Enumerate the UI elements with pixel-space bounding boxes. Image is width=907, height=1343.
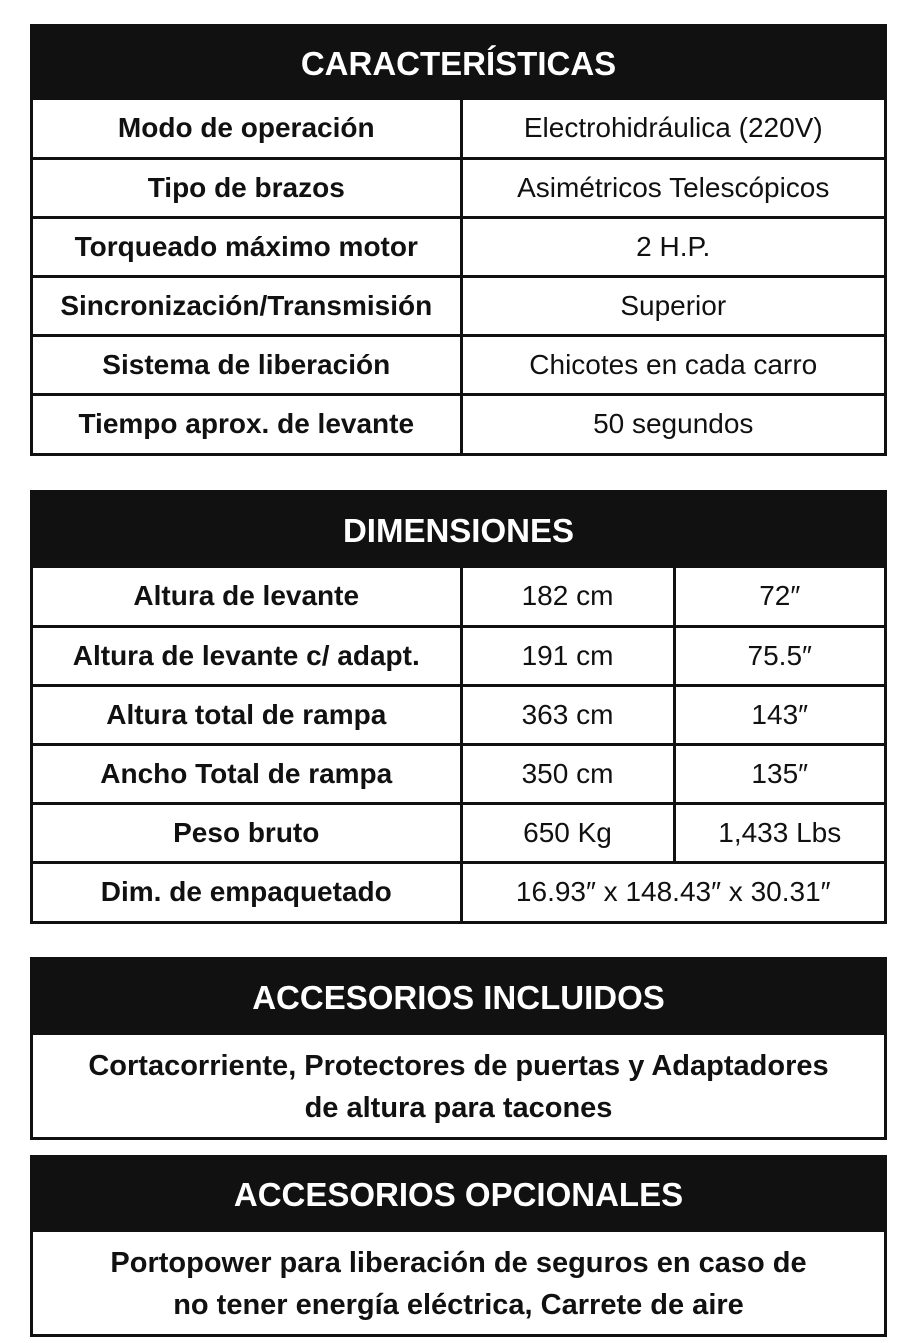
accesorios-opcionales-line: Portopower para liberación de seguros en caso de <box>110 1247 807 1279</box>
caracteristicas-table <box>33 100 884 453</box>
row-imperial-value: 135″ <box>674 744 884 803</box>
row-label: Altura de levante c/ adapt. <box>33 626 461 685</box>
row-label: Sincronización/Transmisión <box>33 276 461 335</box>
table-row <box>33 685 884 744</box>
row-value: Electrohidráulica (220V) <box>461 100 884 158</box>
row-label: Sistema de liberación <box>33 335 461 394</box>
table-row <box>33 626 884 685</box>
dimensiones-panel <box>30 490 887 924</box>
row-value: Chicotes en cada carro <box>461 335 884 394</box>
accesorios-opcionales-text <box>33 1232 884 1334</box>
row-metric-value: 650 Kg <box>461 803 674 862</box>
row-metric-value: 363 cm <box>461 685 674 744</box>
table-row <box>33 100 884 158</box>
row-imperial-value: 143″ <box>674 685 884 744</box>
table-row <box>33 217 884 276</box>
row-imperial-value: 1,433 Lbs <box>674 803 884 862</box>
row-label: Altura total de rampa <box>33 685 461 744</box>
row-label: Ancho Total de rampa <box>33 744 461 803</box>
row-imperial-value: 72″ <box>674 568 884 626</box>
accesorios-incluidos-line: de altura para tacones <box>304 1092 613 1124</box>
row-label: Tipo de brazos <box>33 158 461 217</box>
row-label: Tiempo aprox. de levante <box>33 394 461 453</box>
table-row <box>33 744 884 803</box>
accesorios-opcionales-title: ACCESORIOS OPCIONALES <box>33 1158 884 1232</box>
table-row <box>33 158 884 217</box>
row-value: Asimétricos Telescópicos <box>461 158 884 217</box>
row-metric-value: 182 cm <box>461 568 674 626</box>
row-metric-value: 191 cm <box>461 626 674 685</box>
row-value: Superior <box>461 276 884 335</box>
row-metric-value: 350 cm <box>461 744 674 803</box>
caracteristicas-panel <box>30 24 887 456</box>
table-row <box>33 335 884 394</box>
dimensiones-table <box>33 568 884 921</box>
row-value: 50 segundos <box>461 394 884 453</box>
packaging-label: Dim. de empaquetado <box>33 862 461 921</box>
row-value: 2 H.P. <box>461 217 884 276</box>
row-label: Torqueado máximo motor <box>33 217 461 276</box>
table-row <box>33 803 884 862</box>
table-row <box>33 394 884 453</box>
row-imperial-value: 75.5″ <box>674 626 884 685</box>
accesorios-incluidos-title: ACCESORIOS INCLUIDOS <box>33 960 884 1035</box>
row-label: Altura de levante <box>33 568 461 626</box>
accesorios-opcionales-panel <box>30 1155 887 1337</box>
dimensiones-title: DIMENSIONES <box>33 493 884 568</box>
table-row <box>33 862 884 921</box>
table-row <box>33 568 884 626</box>
row-label: Modo de operación <box>33 100 461 158</box>
accesorios-opcionales-line: no tener energía eléctrica, Carrete de aire <box>173 1289 744 1321</box>
accesorios-incluidos-panel <box>30 957 887 1140</box>
row-label: Peso bruto <box>33 803 461 862</box>
table-row <box>33 276 884 335</box>
accesorios-incluidos-line: Cortacorriente, Protectores de puertas y Adaptadores <box>88 1050 829 1082</box>
caracteristicas-title: CARACTERÍSTICAS <box>33 27 884 100</box>
accesorios-incluidos-text <box>33 1035 884 1137</box>
packaging-value: 16.93″ x 148.43″ x 30.31″ <box>461 862 884 921</box>
